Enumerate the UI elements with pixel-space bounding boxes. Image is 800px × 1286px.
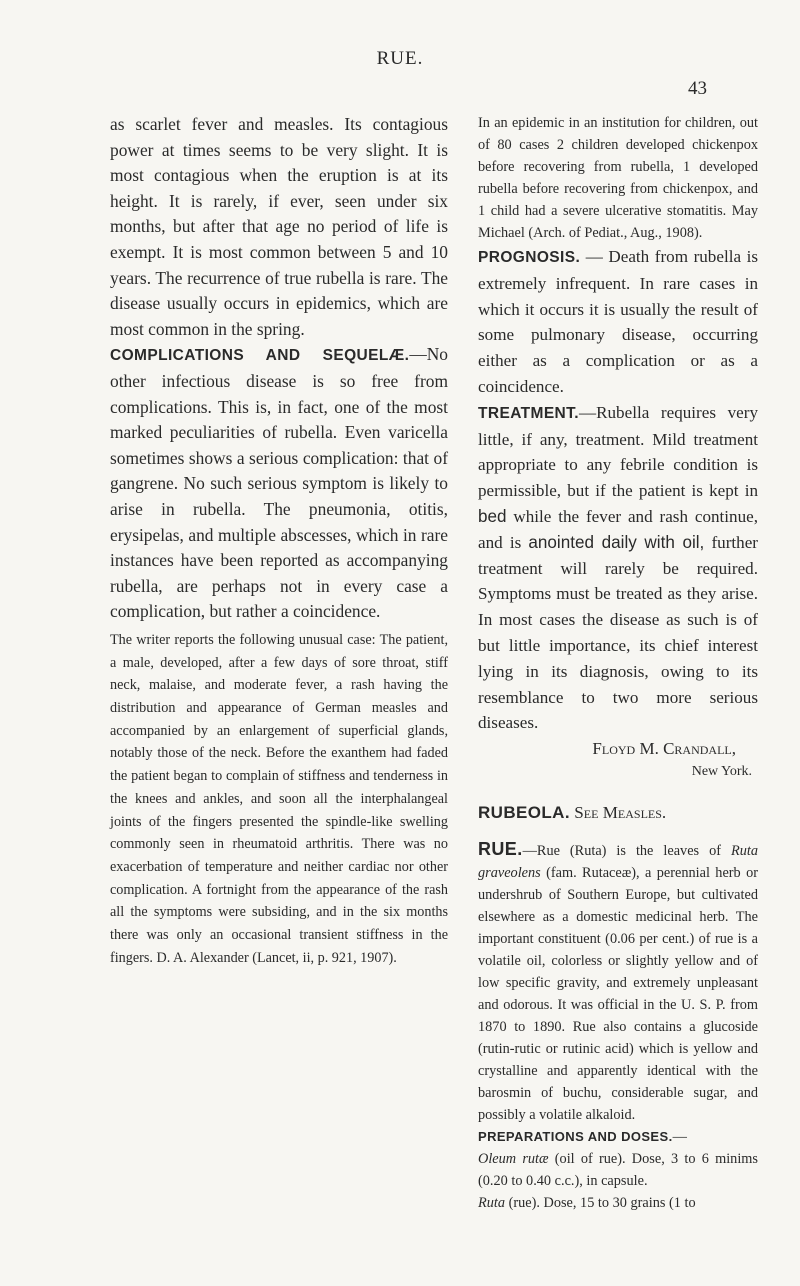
- preparations-paragraph: [478, 1126, 758, 1214]
- rubeola-crossref: See Measles.: [569, 803, 667, 823]
- complications-paragraph: [110, 342, 448, 625]
- treatment-heading: TREATMENT.: [478, 404, 580, 422]
- epidemic-paragraph: In an epidemic in an institution for children, out of 80 cases 2 children developed chickenpox before recovering from rubella, 1 developed rubella before recovering from chickenpox, and 1 child had a severe ulcerative stomatitis. May Michael (Arch. of Pediat., Aug., 1908).: [478, 115, 758, 241]
- treatment-anointed: anointed daily with oil,: [528, 532, 705, 552]
- signature-name: Floyd M. Crandall,: [592, 739, 736, 759]
- intro-paragraph: as scarlet fever and measles. Its contagious power at times seems to be very slight. It is most contagious when the eruption is at its height. It is rarely, if ever, seen under six months, but after that age no period of life is exempt. It is most common between 5 and 10 years. The recurrence of true rubella is rare. The disease usually occurs in epidemics, which are most common in the spring.: [110, 114, 448, 339]
- prognosis-heading: PROGNOSIS.: [478, 249, 581, 266]
- complications-heading: COMPLICATIONS AND SEQUELÆ.: [110, 347, 410, 365]
- treatment-bed: bed: [478, 506, 507, 526]
- running-head: RUE.: [376, 48, 424, 69]
- preparations-heading: PREPARATIONS AND DOSES.: [478, 1128, 673, 1144]
- rue-text-2: (fam. Rutaceæ), a perennial herb or undershrub of Southern Europe, but cultivated elsewhere as a domestic medicinal herb. The important constituent (0.06 per cent.) of rue is a volatile oil, colorless or slightly yellow and of low specific gravity, and extremely unpleasant and odorous. It was official in the U. S. P. from 1870 to 1890. Rue also contains a glucoside (rutin-rutic or rutinic acid) which is yellow and crystalline and apparently identical with the barosmin of buchu, considerable sugar, and possibly a volatile alkaloid.: [478, 864, 758, 1123]
- prognosis-text: — Death from rubella is extremely infrequent. In rare cases in which it occurs it is usually the result of some pulmonary disease, occurring either as a complication or as a coincidence.: [478, 247, 758, 396]
- left-column: [110, 112, 448, 969]
- rue-species: Ruta graveolens: [478, 842, 758, 881]
- rue-entry: [478, 838, 758, 1126]
- rue-heading: RUE.: [478, 838, 523, 859]
- treatment-text-2: while the fever and rash continue, and is: [478, 506, 758, 552]
- treatment-text-3: further treatment will rarely be required. Symptoms must be treated as they arise. In most cases the disease as such is of but little importance, its chief interest lying in its diagnosis, owing to its resemblance to two more serious diseases.: [478, 532, 758, 733]
- ruta-name: Ruta: [478, 1194, 506, 1211]
- right-column: [478, 112, 758, 1214]
- case-report-paragraph: The writer reports the following unusual case: The patient, a male, developed, after a few days of sore throat, stiff neck, malaise, and moderate fever, a rash having the distribution and appearance of German measles and accompanied by an enlargement of superficial glands, notably those of the neck. Before the exanthem had faded the patient began to complain of stiffness and tenderness in the knees and ankles, and soon all the interphalangeal joints of the fingers presented the spindle-like swelling commonly seen in rheumatoid arthritis. There was no exacerbation of temperature and neither cardiac nor other complication. A fortnight from the appearance of the rash all the symptoms were subsiding, and in the six months there was only an occasional transient stiffness in the fingers. D. A. Alexander (Lancet, ii, p. 921, 1907).: [110, 631, 448, 966]
- preparations-dash: —: [672, 1128, 687, 1145]
- rue-text-1: —Rue (Ruta) is the leaves of: [522, 842, 731, 859]
- signature-location: New York.: [691, 764, 752, 780]
- ruta-text: (rue). Dose, 15 to 30 grains (1 to: [505, 1194, 696, 1211]
- prognosis-paragraph: [478, 244, 758, 400]
- oleum-name: Oleum rutæ: [478, 1150, 549, 1167]
- oleum-text: (oil of rue). Dose, 3 to 6 minims (0.20 to 0.40 c.c.), in capsule.: [478, 1150, 758, 1189]
- rubeola-entry: [478, 800, 758, 826]
- treatment-text-1: —Rubella requires very little, if any, treatment. Mild treatment appropriate to any febrile condition is permissible, but if the patient is kept in: [478, 402, 758, 501]
- page-number: 43: [688, 78, 707, 99]
- treatment-paragraph: [478, 400, 758, 736]
- rubeola-heading: RUBEOLA.: [478, 803, 570, 823]
- complications-text: —No other infectious disease is so free from complications. This is, in fact, one of the most marked peculiarities of rubella. Even varicella sometimes shows a serious complication: that of gangrene. No such serious symptom is likely to arise in rubella. The pneumonia, otitis, erysipelas, and multiple abscesses, which in rare instances have been reported as accompanying rubella, are perhaps not in every case a complication, but rather a coincidence.: [110, 344, 448, 622]
